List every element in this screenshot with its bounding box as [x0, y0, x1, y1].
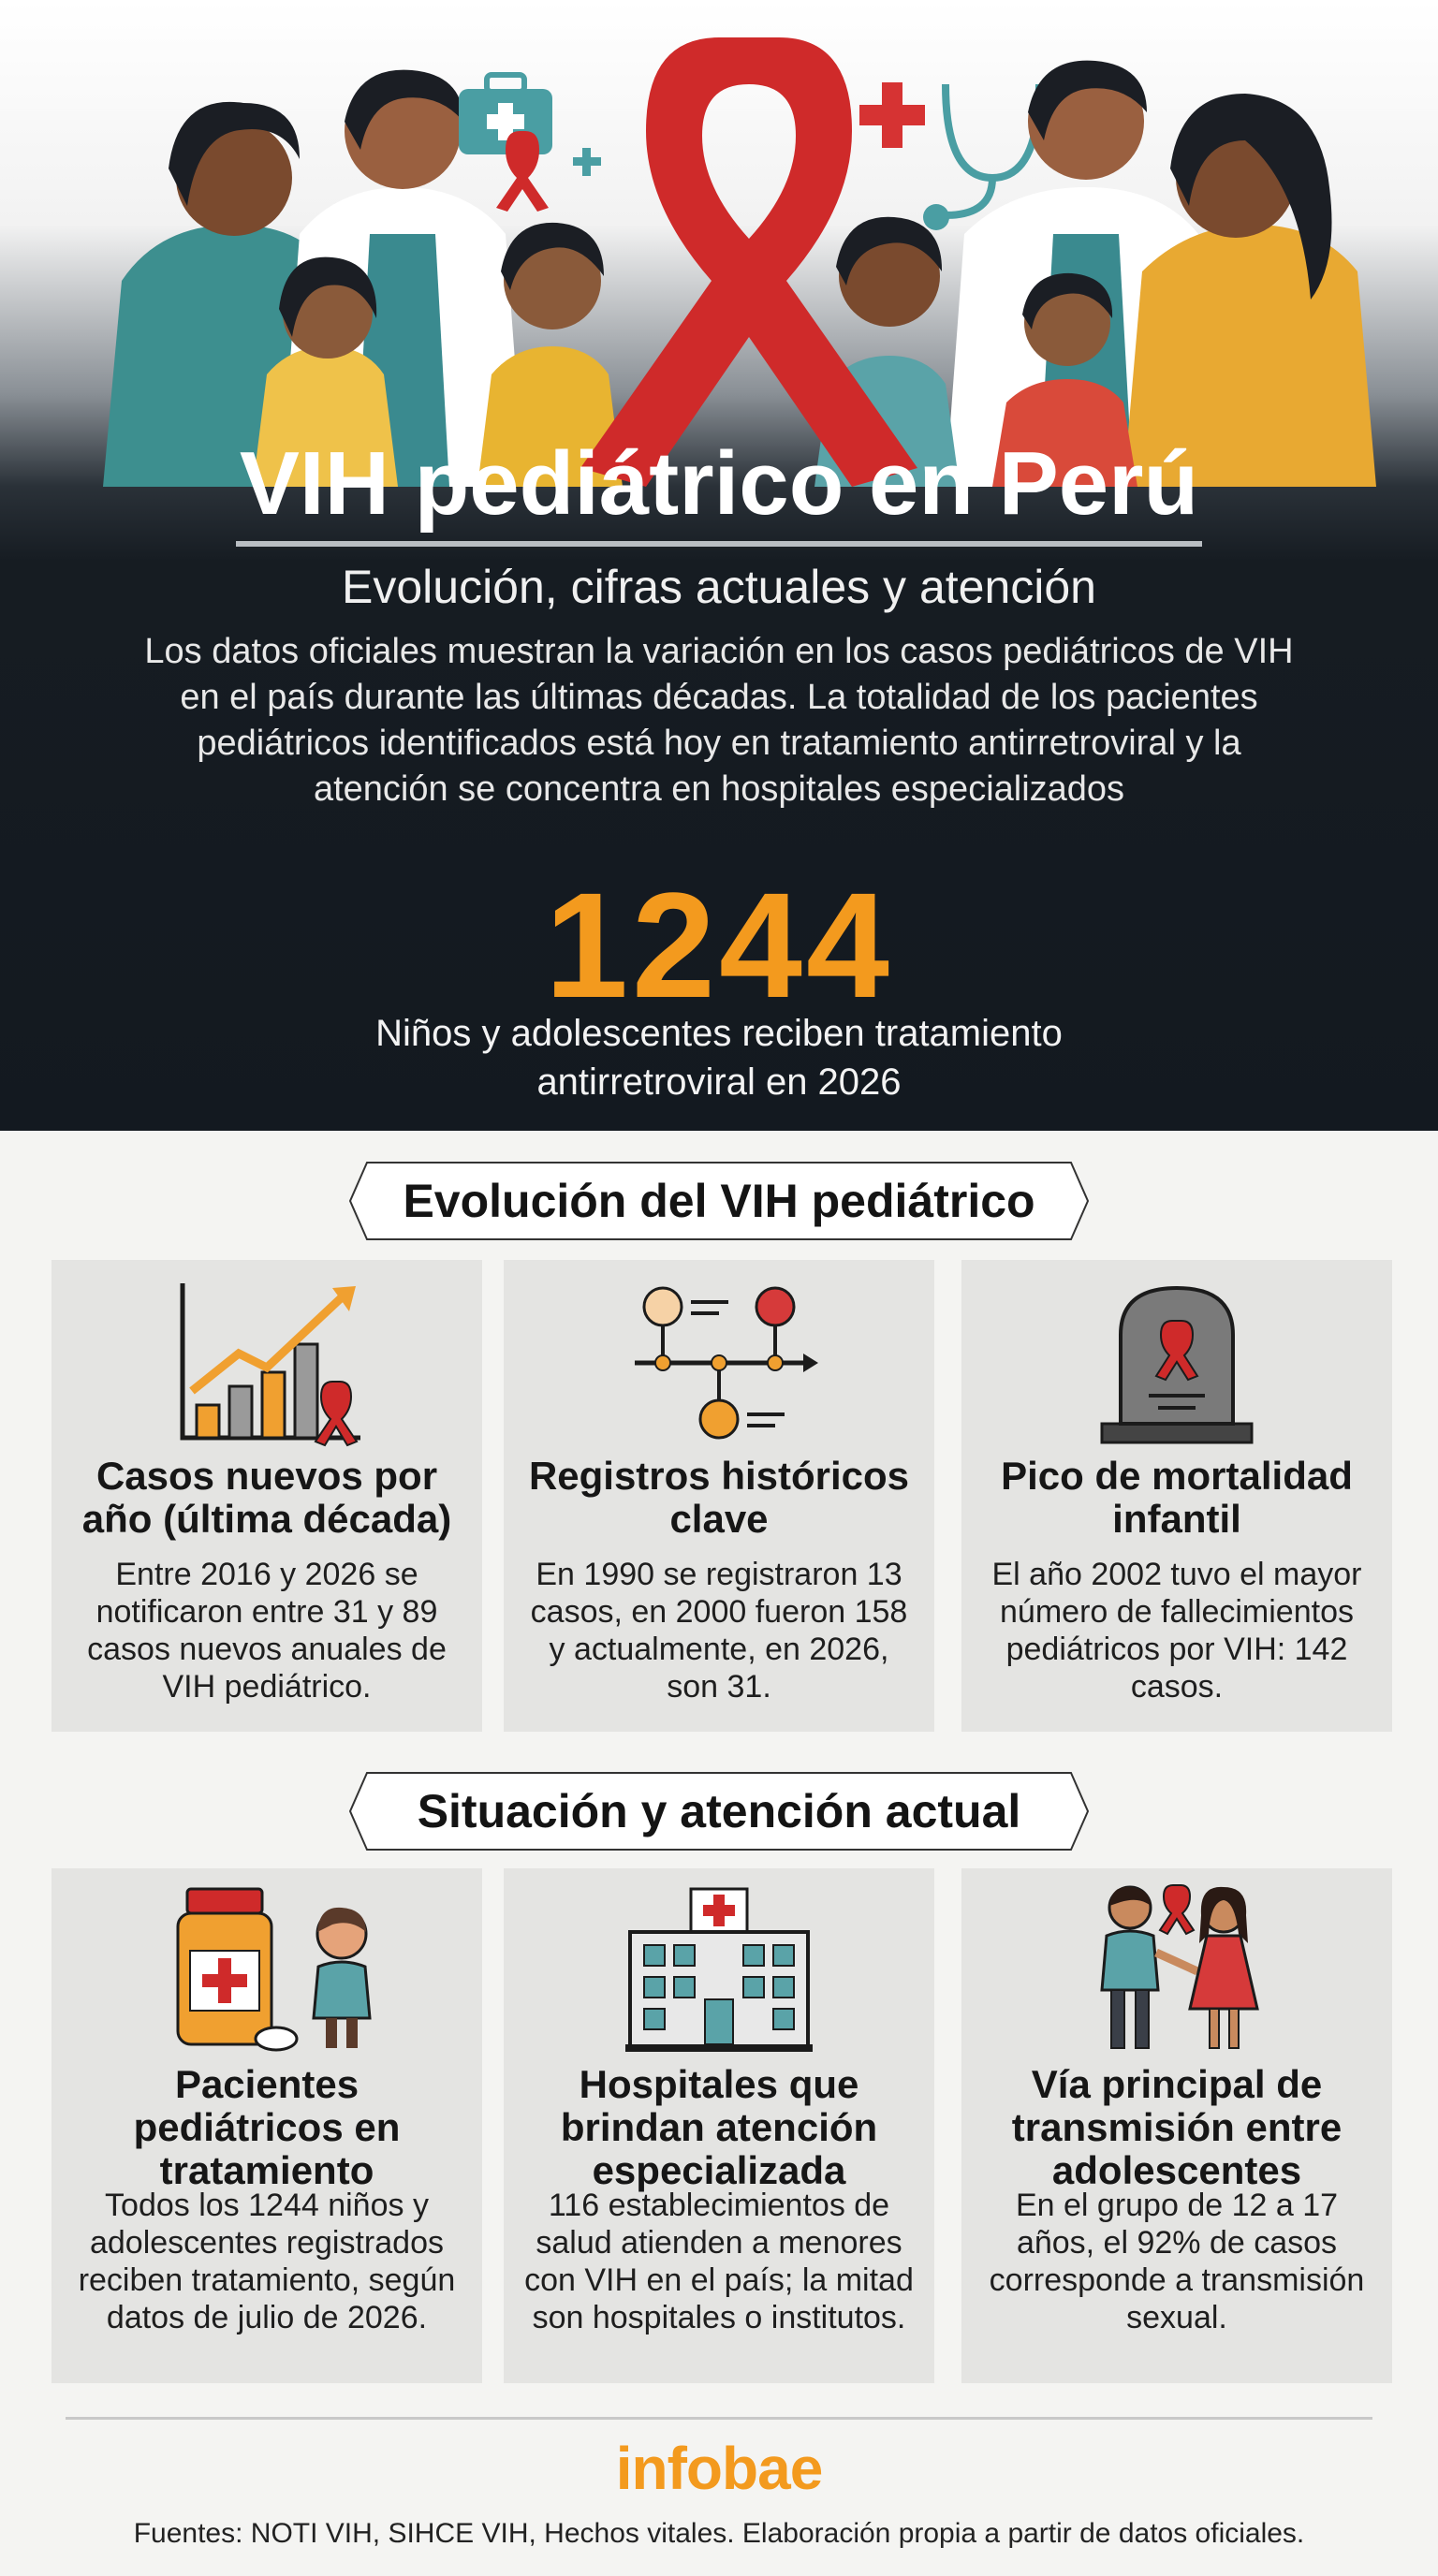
title-underline — [236, 541, 1202, 547]
card-title: Pico de mortalidad infantil — [1001, 1454, 1353, 1541]
card-registros-historicos — [504, 1260, 934, 1732]
card-title: Pacientes pediátricos en tratamiento — [133, 2062, 401, 2192]
highlight-number: 1244 — [545, 861, 893, 1029]
page-title: VIH pediátrico en Perú — [239, 433, 1199, 534]
footer-divider — [66, 2417, 1372, 2420]
section-title: Evolución del VIH pediátrico — [403, 1175, 1035, 1227]
card-title: Registros históricos clave — [528, 1454, 910, 1541]
section-title: Situación y atención actual — [417, 1785, 1021, 1837]
card-transmision — [961, 1868, 1392, 2383]
bar-chart-trend-icon — [51, 1269, 482, 1447]
red-cross-icon — [859, 82, 925, 148]
card-body: Entre 2016 y 2026 se notificaron entre 31 y 89 casos nuevos anuales de VIH pediátrico. — [87, 1557, 447, 1705]
card-hospitales — [504, 1868, 934, 2383]
card-body: El año 2002 tuvo el mayor número de fallecimientos pediátricos por VIH: 142 casos. — [991, 1557, 1362, 1705]
infobae-logo: infobae — [615, 2435, 823, 2502]
card-body: Todos los 1244 niños y adolescentes registrados reciben tratamiento, según datos de julio de 2026. — [78, 2188, 456, 2335]
card-pacientes-tratamiento — [51, 1868, 482, 2383]
page-subtitle: Evolución, cifras actuales y atención — [342, 561, 1096, 613]
card-casos-nuevos — [51, 1260, 482, 1732]
intro-paragraph: Los datos oficiales muestran la variación en los casos pediátricos de VIH en el país durante las últimas décadas. La totalidad de los pacientes pediátricos identificados está hoy en tratamiento antirretroviral y la atención se concentra en hospitales especializados — [144, 632, 1294, 809]
sources-note: Fuentes: NOTI VIH, SIHCE VIH, Hechos vitales. Elaboración propia a partir de datos oficiales. — [133, 2518, 1305, 2549]
hero-illustration — [0, 0, 1438, 487]
medicine-child-icon — [51, 1878, 482, 2056]
section-banner-situacion — [348, 1771, 1090, 1852]
card-title: Casos nuevos por año (última década) — [81, 1454, 452, 1541]
section-banner-evolucion — [348, 1161, 1090, 1241]
timeline-icon — [504, 1269, 934, 1447]
card-body: 116 establecimientos de salud atienden a menores con VIH en el país; la mitad son hospitales o institutos. — [524, 2188, 914, 2335]
hospital-icon — [504, 1878, 934, 2056]
card-mortalidad — [961, 1260, 1392, 1732]
card-title: Hospitales que brindan atención especializada — [560, 2062, 878, 2192]
plus-icon-small — [573, 148, 601, 176]
highlight-caption: Niños y adolescentes reciben tratamiento antirretroviral en 2026 — [375, 1013, 1063, 1103]
card-body: En 1990 se registraron 13 casos, en 2000 fueron 158 y actualmente, en 2026, son 31. — [530, 1557, 908, 1705]
adult-right-woman — [1123, 94, 1376, 487]
card-title: Vía principal de transmisión entre adolescentes — [1011, 2062, 1343, 2192]
adolescent-couple-icon — [961, 1878, 1392, 2056]
card-body: En el grupo de 12 a 17 años, el 92% de casos corresponde a transmisión sexual. — [989, 2188, 1365, 2335]
hero-header — [0, 0, 1438, 1131]
tombstone-ribbon-icon — [961, 1269, 1392, 1447]
